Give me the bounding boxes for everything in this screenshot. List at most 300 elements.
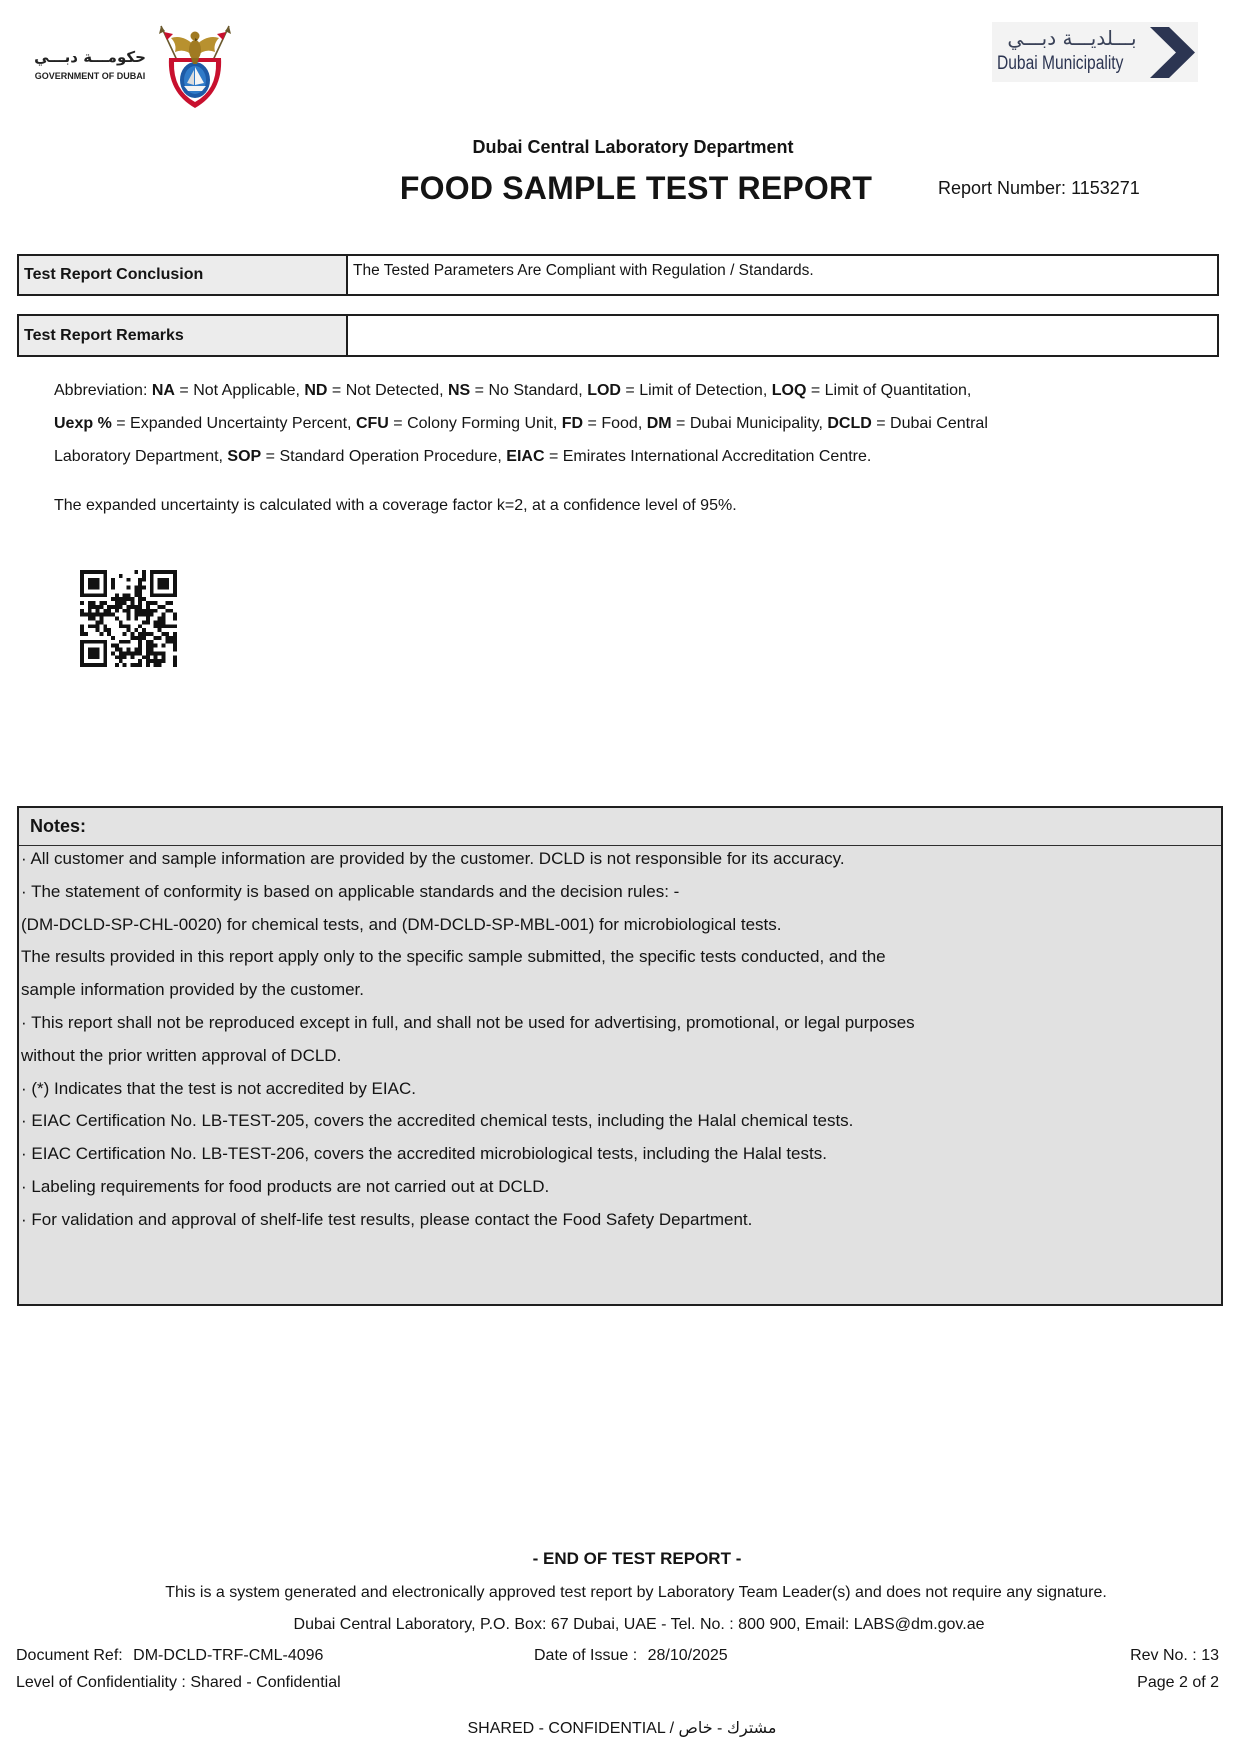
qr-module <box>134 609 138 613</box>
qr-module <box>134 651 138 655</box>
qr-module <box>115 663 119 667</box>
qr-module <box>99 601 103 605</box>
notes-panel <box>17 806 1223 1306</box>
qr-module <box>127 613 131 617</box>
qr-code <box>80 570 177 667</box>
laboratory-contact: Dubai Central Laboratory, P.O. Box: 67 Dubai, UAE - Tel. No. : 800 900, Email: LABS@dm.gov.ae <box>293 1616 985 1633</box>
qr-module <box>92 617 96 621</box>
abbreviation-text: = Not Detected, <box>327 382 448 399</box>
qr-module <box>173 640 177 644</box>
abbreviation-term: NA <box>151 382 175 399</box>
qr-module <box>84 613 88 617</box>
qr-module <box>142 632 146 636</box>
qr-module <box>138 659 142 663</box>
qr-module <box>115 655 119 659</box>
qr-module <box>115 648 119 652</box>
qr-module <box>161 659 165 663</box>
qr-module <box>146 663 150 667</box>
qr-module <box>161 632 165 636</box>
abbreviation-text: Laboratory Department, <box>54 448 228 465</box>
qr-module <box>138 636 142 640</box>
abbreviation-text: = No Standard, <box>470 382 588 399</box>
qr-module <box>173 617 177 621</box>
abbreviation-term: DCLD <box>827 415 872 432</box>
qr-module <box>158 651 162 655</box>
conclusion-row <box>17 254 1219 296</box>
qr-module <box>115 644 119 648</box>
note-line: · EIAC Certification No. LB-TEST-205, covers the accredited chemical tests, including the Halal chemical tests. <box>21 1111 854 1131</box>
qr-module <box>96 624 100 628</box>
qr-module <box>142 636 146 640</box>
qr-module <box>111 582 115 586</box>
conclusion-value: The Tested Parameters Are Compliant with Regulation / Standards. <box>353 262 814 279</box>
qr-module <box>80 628 84 632</box>
qr-module <box>96 609 100 613</box>
qr-module <box>165 640 169 644</box>
qr-module <box>111 651 115 655</box>
qr-module <box>165 609 169 613</box>
qr-module <box>127 578 131 582</box>
qr-code-graphic <box>80 570 177 667</box>
qr-module <box>146 613 150 617</box>
report-number-label: Report Number: <box>938 178 1067 198</box>
qr-module <box>138 578 142 582</box>
abbreviation-term: Uexp % <box>54 415 112 432</box>
confidentiality-level <box>16 1673 341 1692</box>
qr-module <box>173 655 177 659</box>
qr-module <box>138 597 142 601</box>
report-number <box>938 178 1140 199</box>
abbreviation-term: NS <box>448 382 471 399</box>
report-title: FOOD SAMPLE TEST REPORT <box>399 170 873 206</box>
qr-module <box>165 632 169 636</box>
qr-module <box>138 582 142 586</box>
qr-module <box>80 613 84 617</box>
qr-module <box>119 640 123 644</box>
qr-module <box>103 601 107 605</box>
municipality-chevron-icon <box>1150 27 1195 78</box>
qr-module <box>103 609 107 613</box>
qr-module <box>146 601 150 605</box>
qr-module <box>107 613 111 617</box>
qr-module <box>165 624 169 628</box>
qr-module <box>88 609 92 613</box>
note-line: · All customer and sample information are provided by the customer. DCLD is not responsible for its accuracy. <box>21 849 845 868</box>
qr-module <box>142 620 146 624</box>
qr-module <box>154 655 158 659</box>
qr-module <box>150 651 154 655</box>
qr-module <box>146 632 150 636</box>
qr-module <box>107 632 111 636</box>
abbreviation-text: = Dubai Central <box>871 415 988 432</box>
qr-module <box>127 617 131 621</box>
qr-module <box>80 601 84 605</box>
qr-module <box>158 578 170 590</box>
qr-module <box>123 624 127 628</box>
qr-module <box>150 632 154 636</box>
qr-module <box>88 578 100 590</box>
qr-module <box>142 570 146 574</box>
qr-module <box>115 605 119 609</box>
qr-module <box>134 648 138 652</box>
qr-module <box>111 586 115 590</box>
abbreviation-term: LOD <box>587 382 621 399</box>
qr-module <box>111 636 115 640</box>
qr-module <box>154 644 158 648</box>
qr-module <box>154 663 158 667</box>
qr-module <box>146 620 150 624</box>
qr-module <box>88 617 92 621</box>
rev-value: 13 <box>1201 1647 1219 1664</box>
page-number: Page 2 of 2 <box>1137 1674 1219 1691</box>
municipality-logo-english: Dubai Municipality <box>997 53 1124 74</box>
qr-module <box>127 624 131 628</box>
qr-module <box>107 609 111 613</box>
qr-module <box>169 609 173 613</box>
note-line: · (*) Indicates that the test is not accredited by EIAC. <box>21 1078 416 1098</box>
qr-module <box>134 617 138 621</box>
qr-module <box>161 605 165 609</box>
qr-module <box>119 601 123 605</box>
abbreviation-term: FD <box>561 415 584 432</box>
qr-module <box>92 613 96 617</box>
qr-module <box>134 636 138 640</box>
qr-module <box>119 624 123 628</box>
document-ref-label: Document Ref: <box>16 1647 123 1664</box>
qr-module <box>146 651 150 655</box>
abbreviation-block <box>54 374 988 473</box>
qr-module <box>119 574 123 578</box>
qr-module <box>123 651 127 655</box>
qr-module <box>134 593 138 597</box>
qr-module <box>150 640 154 644</box>
qr-module <box>138 663 142 667</box>
qr-module <box>146 644 150 648</box>
qr-module <box>123 597 127 601</box>
qr-module <box>127 605 131 609</box>
qr-module <box>150 659 154 663</box>
qr-module <box>134 613 138 617</box>
qr-module <box>161 624 165 628</box>
qr-module <box>169 640 173 644</box>
qr-module <box>142 586 146 590</box>
abbreviation-text: = Emirates International Accreditation Centre. <box>544 448 872 465</box>
qr-module <box>127 586 131 590</box>
qr-module <box>146 617 150 621</box>
qr-module <box>138 601 142 605</box>
conclusion-label: Test Report Conclusion <box>19 256 348 294</box>
qr-module <box>130 632 134 636</box>
abbreviation-term: EIAC <box>506 448 545 465</box>
qr-module <box>111 613 115 617</box>
qr-module <box>142 578 146 582</box>
qr-module <box>169 601 173 605</box>
qr-module <box>154 636 158 640</box>
qr-module <box>173 644 177 648</box>
qr-module <box>127 651 131 655</box>
qr-module <box>130 636 134 640</box>
abbreviation-text: = Expanded Uncertainty Percent, <box>111 415 356 432</box>
note-line: · The statement of conformity is based on applicable standards and the decision rules: - <box>21 881 680 901</box>
qr-module <box>150 648 154 652</box>
qr-module <box>96 628 100 632</box>
qr-module <box>154 651 158 655</box>
qr-module <box>111 597 115 601</box>
qr-module <box>154 659 158 663</box>
qr-module <box>138 648 142 652</box>
date-of-issue-value: 28/10/2025 <box>647 1647 728 1664</box>
government-logo-english: GOVERNMENT OF DUBAI <box>34 71 146 81</box>
qr-module <box>158 624 162 628</box>
qr-module <box>158 605 162 609</box>
rev-label: Rev No. : <box>1130 1647 1197 1664</box>
qr-module <box>99 620 103 624</box>
qr-module <box>161 644 165 648</box>
document-ref-value: DM-DCLD-TRF-CML-4096 <box>133 1647 324 1664</box>
qr-module <box>130 597 134 601</box>
date-of-issue <box>534 1646 728 1665</box>
qr-module <box>119 597 123 601</box>
qr-module <box>88 648 100 660</box>
qr-module <box>142 613 146 617</box>
qr-module <box>158 636 162 640</box>
qr-module <box>107 628 111 632</box>
qr-module <box>92 601 96 605</box>
abbreviation-term: ND <box>304 382 328 399</box>
qr-module <box>158 663 162 667</box>
qr-module <box>138 586 142 590</box>
qr-module <box>138 651 142 655</box>
qr-module <box>138 589 142 593</box>
qr-module <box>158 628 162 632</box>
qr-module <box>127 648 131 652</box>
notes-heading: Notes: <box>19 808 1221 846</box>
qr-module <box>165 601 169 605</box>
qr-module <box>161 617 165 621</box>
qr-module <box>115 617 119 621</box>
qr-module <box>80 609 84 613</box>
qr-module <box>138 640 142 644</box>
qr-module <box>84 632 88 636</box>
qr-module <box>154 620 158 624</box>
dubai-municipality-logo <box>992 22 1198 82</box>
abbreviation-term: LOQ <box>771 382 807 399</box>
note-line: · Labeling requirements for food products are not carried out at DCLD. <box>21 1176 550 1196</box>
abbreviation-text: = Colony Forming Unit, <box>388 415 562 432</box>
qr-module <box>173 663 177 667</box>
qr-module <box>150 601 154 605</box>
abbreviation-term: CFU <box>355 415 389 432</box>
abbreviation-text: = Food, <box>583 415 647 432</box>
qr-module <box>173 624 177 628</box>
qr-module <box>134 589 138 593</box>
qr-module <box>88 601 92 605</box>
qr-module <box>96 620 100 624</box>
qr-module <box>119 655 123 659</box>
qr-module <box>119 648 123 652</box>
qr-module <box>115 601 119 605</box>
note-line: (DM-DCLD-SP-CHL-0020) for chemical tests, and (DM-DCLD-SP-MBL-001) for microbiological tests. <box>21 914 782 934</box>
qr-module <box>161 613 165 617</box>
abbreviation-text: = Limit of Quantitation, <box>806 382 972 399</box>
qr-module <box>92 605 96 609</box>
qr-module <box>150 613 154 617</box>
qr-module <box>173 659 177 663</box>
note-line: · This report shall not be reproduced except in full, and shall not be used for advertising, promotional, or legal purposes <box>21 1012 915 1032</box>
qr-module <box>80 624 84 628</box>
abbreviation-text: = Not Applicable, <box>174 382 305 399</box>
note-line: without the prior written approval of DCLD. <box>21 1045 342 1065</box>
qr-module <box>173 648 177 652</box>
abbreviation-text: Abbreviation: <box>54 382 152 399</box>
qr-module <box>173 613 177 617</box>
qr-module <box>111 578 115 582</box>
qr-module <box>127 597 131 601</box>
qr-module <box>146 659 150 663</box>
qr-module <box>99 632 103 636</box>
qr-module <box>142 609 146 613</box>
remarks-row <box>17 314 1219 357</box>
qr-module <box>127 628 131 632</box>
qr-module <box>169 636 173 640</box>
notes-body <box>19 843 1221 1237</box>
qr-module <box>88 605 92 609</box>
qr-module <box>138 605 142 609</box>
qr-module <box>138 632 142 636</box>
signature-statement: This is a system generated and electronically approved test report by Laboratory Team Leader(s) and does not require any signature. <box>165 1584 1107 1601</box>
qr-module <box>138 593 142 597</box>
qr-module <box>138 624 142 628</box>
qr-module <box>119 605 123 609</box>
qr-module <box>88 613 92 617</box>
classification-marking: SHARED - CONFIDENTIAL / مشترك - خاص <box>467 1720 777 1737</box>
government-of-dubai-logo <box>31 20 241 110</box>
remarks-value <box>348 316 1217 355</box>
qr-module <box>127 640 131 644</box>
qr-module <box>127 609 131 613</box>
government-logo-arabic: حكومـــة دبـــي <box>34 48 146 66</box>
qr-module <box>142 597 146 601</box>
qr-module <box>134 663 138 667</box>
remarks-label: Test Report Remarks <box>19 316 348 355</box>
qr-module <box>134 570 138 574</box>
qr-module <box>119 620 123 624</box>
qr-module <box>161 620 165 624</box>
abbreviation-line <box>54 440 988 473</box>
abbreviation-text: = Limit of Detection, <box>620 382 772 399</box>
qr-module <box>138 609 142 613</box>
qr-module <box>146 648 150 652</box>
qr-module <box>107 605 111 609</box>
qr-module <box>123 655 127 659</box>
qr-module <box>150 609 154 613</box>
qr-module <box>134 628 138 632</box>
report-number-value: 1153271 <box>1071 178 1140 198</box>
qr-module <box>165 636 169 640</box>
qr-module <box>169 624 173 628</box>
revision-number <box>1130 1646 1219 1665</box>
qr-module <box>103 624 107 628</box>
qr-module <box>138 644 142 648</box>
qr-module <box>146 605 150 609</box>
qr-module <box>88 624 92 628</box>
qr-module <box>142 628 146 632</box>
abbreviation-term: DM <box>646 415 672 432</box>
uncertainty-statement: The expanded uncertainty is calculated with a coverage factor k=2, at a confidence level of 95%. <box>54 497 737 514</box>
qr-module <box>138 613 142 617</box>
qr-module <box>161 655 165 659</box>
qr-module <box>123 632 127 636</box>
qr-module <box>146 640 150 644</box>
qr-module <box>92 624 96 628</box>
qr-module <box>130 605 134 609</box>
document-reference <box>16 1646 323 1665</box>
end-of-report-marker: - END OF TEST REPORT - <box>532 1549 742 1568</box>
qr-module <box>96 613 100 617</box>
qr-module <box>154 609 158 613</box>
qr-module <box>130 601 134 605</box>
qr-module <box>146 655 150 659</box>
qr-module <box>115 609 119 613</box>
qr-module <box>103 628 107 632</box>
qr-module <box>111 605 115 609</box>
qr-module <box>158 620 162 624</box>
qr-module <box>158 617 162 621</box>
qr-module <box>123 663 127 667</box>
qr-module <box>99 605 103 609</box>
qr-module <box>119 651 123 655</box>
confidentiality-value: Shared - Confidential <box>190 1674 341 1691</box>
date-of-issue-label: Date of Issue : <box>534 1647 638 1664</box>
qr-module <box>99 617 103 621</box>
abbreviation-line <box>54 407 988 440</box>
note-line: · For validation and approval of shelf-life test results, please contact the Food Safety Department. <box>21 1209 753 1229</box>
abbreviation-text: = Standard Operation Procedure, <box>261 448 507 465</box>
qr-module <box>115 593 119 597</box>
note-line: · EIAC Certification No. LB-TEST-206, covers the accredited microbiological tests, including the Halal tests. <box>21 1144 827 1164</box>
qr-module <box>142 574 146 578</box>
qr-module <box>161 651 165 655</box>
qr-module <box>173 636 177 640</box>
municipality-logo-arabic: بـــلديـــة دبـــي <box>1007 26 1137 50</box>
dubai-emblem-icon <box>153 20 237 110</box>
qr-module <box>150 644 154 648</box>
qr-module <box>80 632 84 636</box>
note-line: sample information provided by the customer. <box>21 980 365 1000</box>
qr-module <box>103 613 107 617</box>
qr-module <box>134 586 138 590</box>
abbreviation-text: = Dubai Municipality, <box>671 415 828 432</box>
qr-module <box>123 601 127 605</box>
abbreviation-line <box>54 374 988 407</box>
qr-module <box>154 601 158 605</box>
confidentiality-label: Level of Confidentiality : <box>16 1674 186 1691</box>
abbreviation-term: SOP <box>227 448 262 465</box>
qr-module <box>123 593 127 597</box>
qr-module <box>119 659 123 663</box>
qr-module <box>146 609 150 613</box>
qr-module <box>173 632 177 636</box>
qr-module <box>130 663 134 667</box>
qr-module <box>154 624 158 628</box>
qr-module <box>96 605 100 609</box>
qr-module <box>123 609 127 613</box>
qr-module <box>111 644 115 648</box>
qr-module <box>130 655 134 659</box>
qr-module <box>142 655 146 659</box>
department-heading: Dubai Central Laboratory Department <box>472 137 794 157</box>
qr-module <box>130 651 134 655</box>
